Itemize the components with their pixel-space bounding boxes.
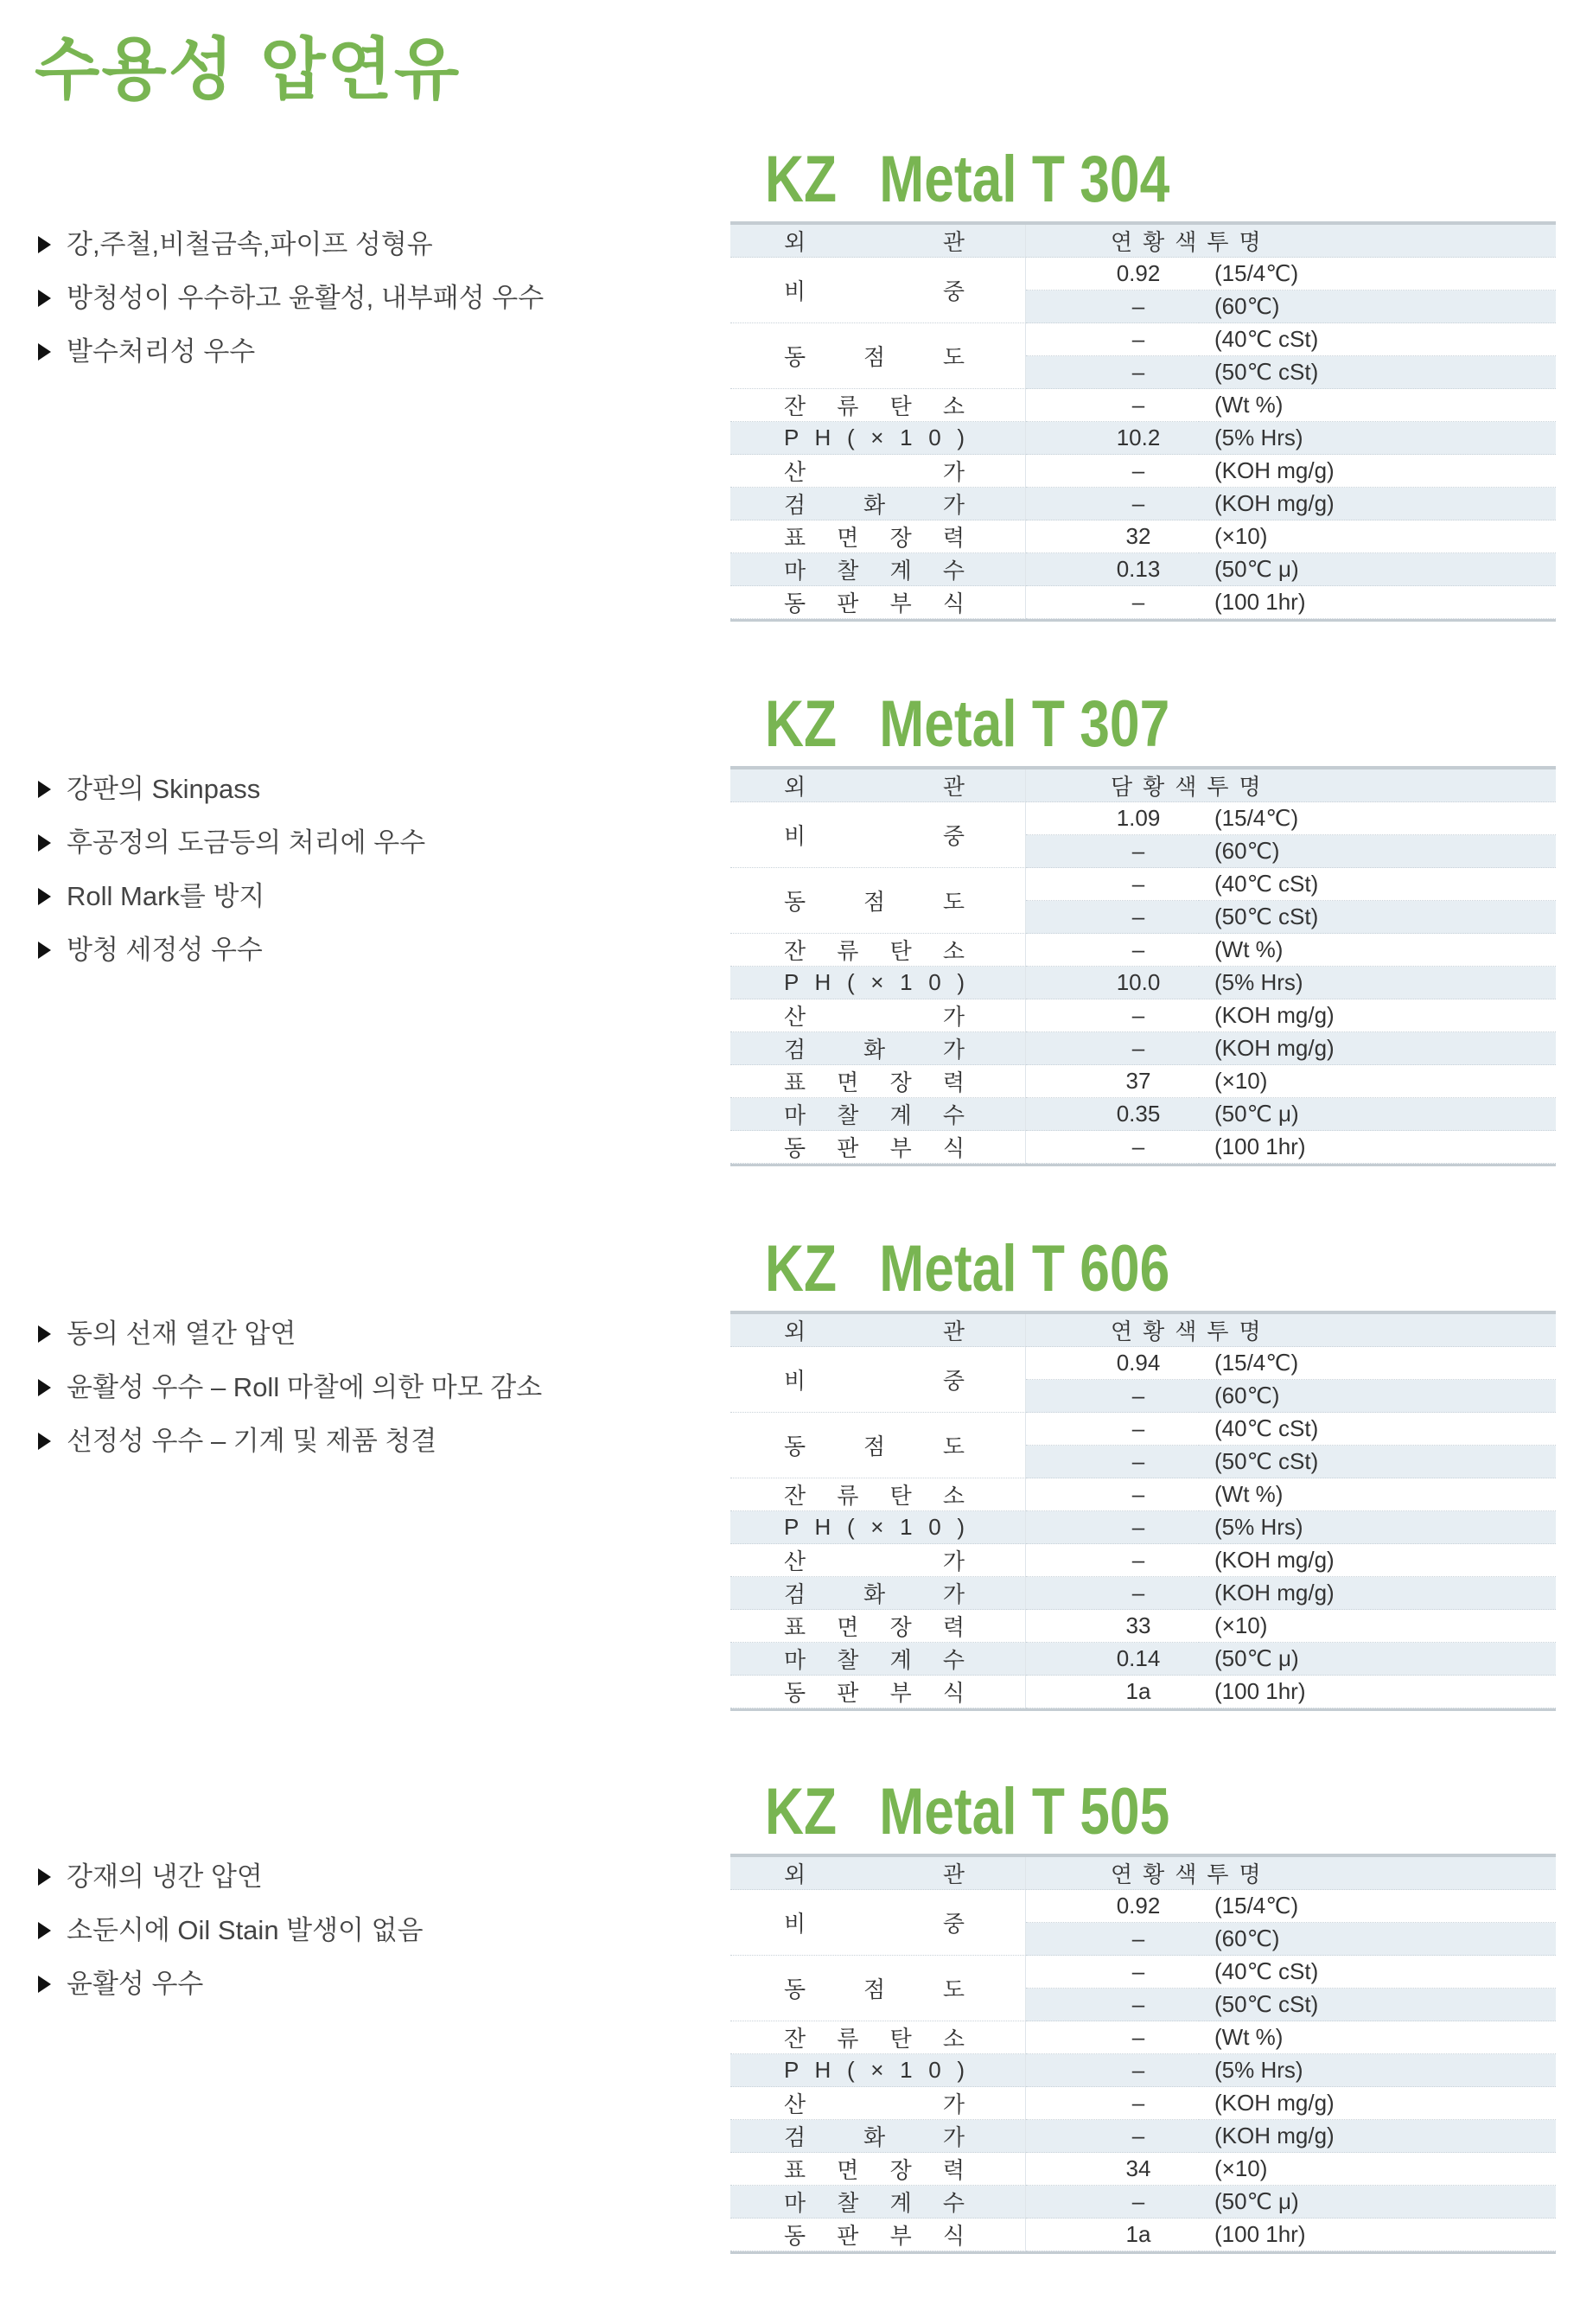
spec-value: 10.0 — [1026, 967, 1199, 999]
spec-value: 0.94 — [1026, 1347, 1199, 1380]
spec-label-text: 표 면 장 력 — [784, 1069, 965, 1095]
spec-value: – — [1026, 1478, 1199, 1511]
spec-unit: (40℃ cSt) — [1199, 1413, 1556, 1446]
feature-item — [35, 1957, 424, 2011]
spec-label-text: 잔 류 탄 소 — [784, 393, 965, 419]
triangle-bullet-icon — [38, 343, 51, 361]
spec-unit: (5% Hrs) — [1199, 967, 1556, 999]
spec-value: – — [1026, 323, 1199, 356]
spec-label-text: 동 판 부 식 — [784, 2223, 965, 2249]
triangle-bullet-icon — [38, 1868, 51, 1886]
spec-label-text: 동 점 도 — [784, 889, 965, 915]
feature-item — [35, 1904, 424, 1957]
spec-label-friction — [730, 2186, 1026, 2219]
spec-label-text: 잔 류 탄 소 — [784, 2026, 965, 2052]
feature-item — [35, 1307, 542, 1361]
product-prefix: KZ — [765, 687, 838, 761]
spec-unit: (Wt %) — [1199, 1478, 1556, 1511]
feature-list — [35, 1850, 424, 2011]
spec-value: – — [1026, 1544, 1199, 1577]
spec-value: – — [1026, 934, 1199, 967]
spec-label-text: 산 가 — [784, 2091, 965, 2117]
spec-value: 0.92 — [1026, 1890, 1199, 1923]
spec-label-text: 동 점 도 — [784, 1433, 965, 1459]
spec-unit: (KOH mg/g) — [1199, 1544, 1556, 1577]
spec-value: 0.14 — [1026, 1643, 1199, 1676]
spec-label-text: 동 점 도 — [784, 1976, 965, 2002]
spec-value: – — [1026, 586, 1199, 619]
spec-label-text: 잔 류 탄 소 — [784, 938, 965, 964]
spec-value: – — [1026, 290, 1199, 323]
spec-label-text: 검 화 가 — [784, 2124, 965, 2150]
spec-label-text: 외 관 — [784, 774, 965, 800]
page-title: 수용성 압연유 — [35, 31, 462, 109]
spec-unit: (Wt %) — [1199, 934, 1556, 967]
spec-label-text: 비 중 — [784, 1368, 965, 1394]
spec-appearance-value: 연황색투명 — [1026, 1314, 1556, 1347]
product-title — [765, 142, 1169, 217]
spec-unit: (KOH mg/g) — [1199, 1577, 1556, 1610]
spec-unit: (100 1hr) — [1199, 2219, 1556, 2251]
feature-text: 동의 선재 열간 압연 — [67, 1318, 296, 1349]
spec-label-corrosion — [730, 1131, 1026, 1164]
spec-label-gravity — [730, 1347, 1026, 1413]
spec-label-text: 동 판 부 식 — [784, 591, 965, 616]
spec-label-text: P H ( × 1 0 ) — [784, 2057, 965, 2083]
feature-item — [35, 1850, 424, 1904]
spec-label-text: 마 찰 계 수 — [784, 558, 965, 584]
spec-value: – — [1026, 1511, 1199, 1544]
spec-label-tension — [730, 520, 1026, 553]
spec-unit: (50℃ μ) — [1199, 553, 1556, 586]
spec-unit: (Wt %) — [1199, 2021, 1556, 2054]
spec-label-gravity — [730, 258, 1026, 323]
triangle-bullet-icon — [38, 781, 51, 798]
spec-unit: (50℃ μ) — [1199, 2186, 1556, 2219]
product-prefix: KZ — [765, 1775, 838, 1848]
spec-label-text: P H ( × 1 0 ) — [784, 1514, 965, 1540]
feature-text: Roll Mark를 방지 — [67, 881, 265, 911]
spec-unit: (40℃ cSt) — [1199, 323, 1556, 356]
spec-label-text: 동 판 부 식 — [784, 1135, 965, 1161]
spec-value: – — [1026, 1413, 1199, 1446]
spec-unit: (×10) — [1199, 1610, 1556, 1643]
spec-value: – — [1026, 2120, 1199, 2153]
feature-text: 선정성 우수 – 기계 및 제품 청결 — [67, 1426, 437, 1456]
spec-unit: (50℃ cSt) — [1199, 1446, 1556, 1478]
spec-value: – — [1026, 999, 1199, 1032]
feature-item — [35, 1414, 542, 1468]
spec-label-friction — [730, 553, 1026, 586]
spec-label-text: 외 관 — [784, 1318, 965, 1344]
spec-value: – — [1026, 1446, 1199, 1478]
spec-label-text: 산 가 — [784, 1004, 965, 1030]
spec-value: 0.92 — [1026, 258, 1199, 290]
product-block — [0, 687, 1580, 1236]
spec-label-appearance — [730, 769, 1026, 802]
spec-label-tension — [730, 1610, 1026, 1643]
feature-list — [35, 1307, 542, 1468]
spec-label-text: 동 판 부 식 — [784, 1680, 965, 1706]
spec-value: – — [1026, 1131, 1199, 1164]
feature-text: 후공정의 도금등의 처리에 우수 — [67, 827, 426, 858]
spec-value: – — [1026, 1923, 1199, 1956]
spec-label-text: 비 중 — [784, 823, 965, 849]
spec-value: – — [1026, 389, 1199, 422]
spec-value: 1a — [1026, 1676, 1199, 1708]
spec-value: 34 — [1026, 2153, 1199, 2186]
spec-value: 1a — [1026, 2219, 1199, 2251]
spec-value: – — [1026, 2087, 1199, 2120]
triangle-bullet-icon — [38, 888, 51, 905]
spec-label-text: 동 점 도 — [784, 344, 965, 370]
feature-text: 발수처리성 우수 — [67, 336, 256, 367]
spec-label-ph — [730, 1511, 1026, 1544]
spec-unit: (100 1hr) — [1199, 1131, 1556, 1164]
feature-text: 방청 세정성 우수 — [67, 935, 263, 965]
spec-label-text: 외 관 — [784, 1861, 965, 1887]
product-title — [765, 1231, 1169, 1306]
feature-item — [35, 325, 544, 379]
spec-value: – — [1026, 2186, 1199, 2219]
spec-value: – — [1026, 356, 1199, 389]
spec-label-text: 마 찰 계 수 — [784, 1647, 965, 1673]
spec-unit: (50℃ cSt) — [1199, 1989, 1556, 2021]
spec-label-text: P H ( × 1 0 ) — [784, 969, 965, 995]
spec-unit: (100 1hr) — [1199, 1676, 1556, 1708]
feature-text: 윤활성 우수 — [67, 1969, 204, 1999]
triangle-bullet-icon — [38, 1922, 51, 1939]
product-title — [765, 1774, 1169, 1849]
spec-unit: (60℃) — [1199, 290, 1556, 323]
spec-label-tension — [730, 1065, 1026, 1098]
spec-label-tension — [730, 2153, 1026, 2186]
spec-unit: (50℃ μ) — [1199, 1098, 1556, 1131]
triangle-bullet-icon — [38, 290, 51, 307]
spec-unit: (60℃) — [1199, 835, 1556, 868]
spec-value: – — [1026, 868, 1199, 901]
spec-unit: (60℃) — [1199, 1380, 1556, 1413]
spec-label-carbon — [730, 2021, 1026, 2054]
feature-item — [35, 271, 544, 325]
spec-appearance-value: 담황색투명 — [1026, 769, 1556, 802]
spec-label-saponification — [730, 488, 1026, 520]
spec-unit: (5% Hrs) — [1199, 2054, 1556, 2087]
spec-label-text: 검 화 가 — [784, 492, 965, 518]
feature-item — [35, 923, 425, 977]
spec-value: – — [1026, 1577, 1199, 1610]
product-name: Metal T 304 — [879, 143, 1170, 216]
spec-label-viscosity — [730, 1413, 1026, 1478]
product-prefix: KZ — [765, 1232, 838, 1306]
spec-unit: (KOH mg/g) — [1199, 2120, 1556, 2153]
product-block — [0, 1232, 1580, 1781]
spec-table — [730, 221, 1556, 622]
spec-label-corrosion — [730, 1676, 1026, 1708]
spec-unit: (15/4℃) — [1199, 1890, 1556, 1923]
spec-unit: (Wt %) — [1199, 389, 1556, 422]
spec-unit: (50℃ cSt) — [1199, 356, 1556, 389]
spec-label-appearance — [730, 1314, 1026, 1347]
spec-label-acid — [730, 2087, 1026, 2120]
spec-unit: (50℃ cSt) — [1199, 901, 1556, 934]
spec-label-ph — [730, 2054, 1026, 2087]
spec-value: 0.35 — [1026, 1098, 1199, 1131]
triangle-bullet-icon — [38, 236, 51, 253]
spec-value: – — [1026, 901, 1199, 934]
spec-unit: (40℃ cSt) — [1199, 868, 1556, 901]
spec-value: – — [1026, 488, 1199, 520]
feature-item — [35, 870, 425, 923]
feature-text: 강재의 냉간 압연 — [67, 1861, 263, 1892]
spec-appearance-value: 연황색투명 — [1026, 1857, 1556, 1890]
spec-label-acid — [730, 1544, 1026, 1577]
spec-label-text: 표 면 장 력 — [784, 1614, 965, 1640]
spec-unit: (KOH mg/g) — [1199, 2087, 1556, 2120]
triangle-bullet-icon — [38, 942, 51, 959]
product-title — [765, 686, 1169, 762]
spec-unit: (100 1hr) — [1199, 586, 1556, 619]
spec-value: – — [1026, 455, 1199, 488]
triangle-bullet-icon — [38, 1433, 51, 1450]
spec-label-corrosion — [730, 586, 1026, 619]
spec-value: 37 — [1026, 1065, 1199, 1098]
spec-unit: (KOH mg/g) — [1199, 999, 1556, 1032]
spec-value: 32 — [1026, 520, 1199, 553]
spec-label-carbon — [730, 1478, 1026, 1511]
spec-table — [730, 1311, 1556, 1711]
spec-label-text: 잔 류 탄 소 — [784, 1483, 965, 1509]
spec-label-saponification — [730, 2120, 1026, 2153]
spec-label-text: 산 가 — [784, 1548, 965, 1574]
feature-text: 소둔시에 Oil Stain 발생이 없음 — [67, 1915, 424, 1945]
product-name: Metal T 606 — [879, 1232, 1170, 1306]
spec-unit: (×10) — [1199, 2153, 1556, 2186]
spec-label-text: 검 화 가 — [784, 1037, 965, 1063]
spec-unit: (15/4℃) — [1199, 1347, 1556, 1380]
feature-item — [35, 218, 544, 271]
spec-value: – — [1026, 835, 1199, 868]
spec-label-ph — [730, 967, 1026, 999]
spec-label-text: 표 면 장 력 — [784, 2157, 965, 2183]
feature-item — [35, 763, 425, 816]
feature-list — [35, 763, 425, 977]
spec-label-viscosity — [730, 868, 1026, 934]
spec-unit: (×10) — [1199, 520, 1556, 553]
spec-label-acid — [730, 455, 1026, 488]
triangle-bullet-icon — [38, 1976, 51, 1993]
spec-label-carbon — [730, 389, 1026, 422]
feature-list — [35, 218, 544, 379]
triangle-bullet-icon — [38, 1379, 51, 1396]
spec-label-gravity — [730, 802, 1026, 868]
spec-appearance-value: 연황색투명 — [1026, 225, 1556, 258]
product-prefix: KZ — [765, 143, 838, 216]
spec-label-corrosion — [730, 2219, 1026, 2251]
spec-value: – — [1026, 1032, 1199, 1065]
spec-unit: (60℃) — [1199, 1923, 1556, 1956]
feature-item — [35, 1361, 542, 1414]
spec-label-ph — [730, 422, 1026, 455]
product-block — [0, 143, 1580, 692]
spec-unit: (5% Hrs) — [1199, 422, 1556, 455]
spec-label-text: 마 찰 계 수 — [784, 1102, 965, 1128]
spec-unit: (15/4℃) — [1199, 802, 1556, 835]
spec-label-friction — [730, 1643, 1026, 1676]
spec-value: – — [1026, 2021, 1199, 2054]
spec-unit: (15/4℃) — [1199, 258, 1556, 290]
spec-value: 1.09 — [1026, 802, 1199, 835]
spec-value: 0.13 — [1026, 553, 1199, 586]
spec-unit: (50℃ μ) — [1199, 1643, 1556, 1676]
spec-unit: (40℃ cSt) — [1199, 1956, 1556, 1989]
spec-label-friction — [730, 1098, 1026, 1131]
triangle-bullet-icon — [38, 834, 51, 852]
feature-text: 강,주철,비철금속,파이프 성형유 — [67, 229, 433, 259]
spec-label-viscosity — [730, 1956, 1026, 2021]
spec-label-gravity — [730, 1890, 1026, 1956]
spec-label-carbon — [730, 934, 1026, 967]
spec-value: 10.2 — [1026, 422, 1199, 455]
spec-label-text: 외 관 — [784, 229, 965, 255]
feature-item — [35, 816, 425, 870]
spec-table — [730, 1854, 1556, 2254]
spec-label-saponification — [730, 1032, 1026, 1065]
feature-text: 윤활성 우수 – Roll 마찰에 의한 마모 감소 — [67, 1372, 543, 1402]
spec-label-text: 검 화 가 — [784, 1581, 965, 1607]
product-block — [0, 1775, 1580, 2324]
spec-unit: (KOH mg/g) — [1199, 488, 1556, 520]
feature-text: 방청성이 우수하고 윤활성, 내부패성 우수 — [67, 283, 545, 313]
spec-label-text: 표 면 장 력 — [784, 525, 965, 551]
spec-label-appearance — [730, 1857, 1026, 1890]
spec-label-text: 마 찰 계 수 — [784, 2190, 965, 2216]
spec-unit: (KOH mg/g) — [1199, 455, 1556, 488]
spec-value: – — [1026, 1956, 1199, 1989]
spec-unit: (KOH mg/g) — [1199, 1032, 1556, 1065]
spec-unit: (×10) — [1199, 1065, 1556, 1098]
spec-label-text: 산 가 — [784, 459, 965, 485]
spec-label-text: P H ( × 1 0 ) — [784, 425, 965, 450]
spec-label-acid — [730, 999, 1026, 1032]
spec-label-text: 비 중 — [784, 1911, 965, 1937]
spec-value: – — [1026, 1989, 1199, 2021]
spec-label-appearance — [730, 225, 1026, 258]
spec-table — [730, 766, 1556, 1166]
spec-value: – — [1026, 2054, 1199, 2087]
feature-text: 강판의 Skinpass — [67, 774, 261, 804]
spec-label-text: 비 중 — [784, 278, 965, 304]
spec-unit: (5% Hrs) — [1199, 1511, 1556, 1544]
product-name: Metal T 505 — [879, 1775, 1170, 1848]
spec-value: 33 — [1026, 1610, 1199, 1643]
triangle-bullet-icon — [38, 1325, 51, 1343]
product-name: Metal T 307 — [879, 687, 1170, 761]
spec-value: – — [1026, 1380, 1199, 1413]
spec-label-saponification — [730, 1577, 1026, 1610]
spec-label-viscosity — [730, 323, 1026, 389]
